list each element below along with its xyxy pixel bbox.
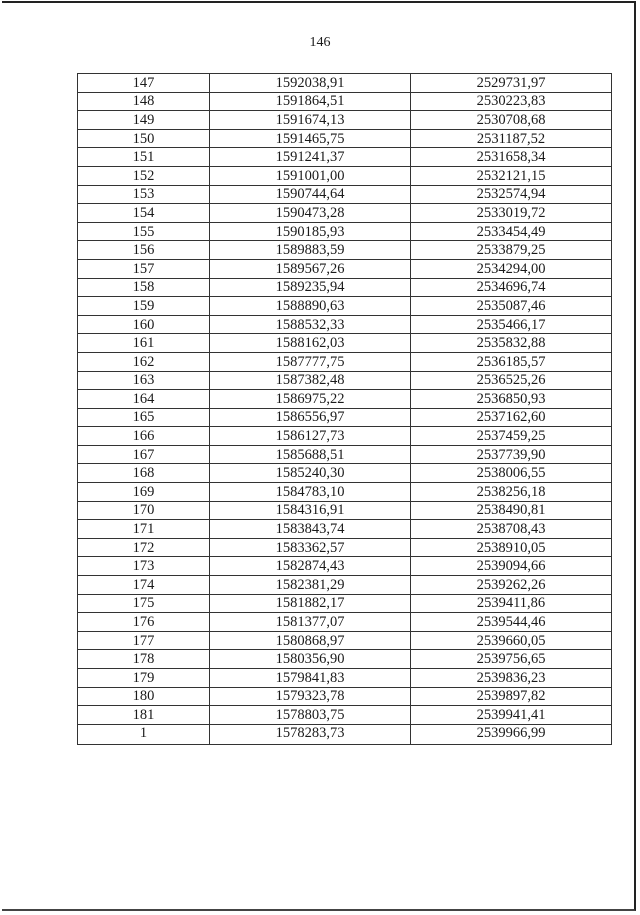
y-coordinate-cell: 2537459,25: [411, 427, 612, 446]
x-coordinate-cell: 1579841,83: [210, 669, 411, 688]
x-coordinate-cell: 1583362,57: [210, 538, 411, 557]
point-number-cell: 160: [78, 315, 210, 334]
y-coordinate-cell: 2539836,23: [411, 669, 612, 688]
x-coordinate-cell: 1589235,94: [210, 278, 411, 297]
x-coordinate-cell: 1590473,28: [210, 204, 411, 223]
point-number-cell: 178: [78, 650, 210, 669]
point-number-cell: 164: [78, 390, 210, 409]
x-coordinate-cell: 1589567,26: [210, 259, 411, 278]
table-row: [78, 464, 612, 483]
point-number-cell: 173: [78, 557, 210, 576]
point-number-cell: 159: [78, 297, 210, 316]
y-coordinate-cell: 2534696,74: [411, 278, 612, 297]
x-coordinate-cell: 1591241,37: [210, 148, 411, 167]
table-row: [78, 557, 612, 576]
table-row: [78, 706, 612, 725]
table-row: [78, 278, 612, 297]
y-coordinate-cell: 2530708,68: [411, 111, 612, 130]
y-coordinate-cell: 2533454,49: [411, 222, 612, 241]
point-number-cell: 169: [78, 483, 210, 502]
y-coordinate-cell: 2538256,18: [411, 483, 612, 502]
point-number-cell: 180: [78, 687, 210, 706]
point-number-cell: 148: [78, 92, 210, 111]
y-coordinate-cell: 2532574,94: [411, 185, 612, 204]
y-coordinate-cell: 2539411,86: [411, 594, 612, 613]
point-number-cell: 158: [78, 278, 210, 297]
table-row: [78, 166, 612, 185]
table-row: [78, 687, 612, 706]
y-coordinate-cell: 2539544,46: [411, 613, 612, 632]
y-coordinate-cell: 2531658,34: [411, 148, 612, 167]
table-row: [78, 148, 612, 167]
table-row: [78, 483, 612, 502]
table-row: [78, 74, 612, 93]
x-coordinate-cell: 1581377,07: [210, 613, 411, 632]
point-number-cell: 175: [78, 594, 210, 613]
y-coordinate-cell: 2533019,72: [411, 204, 612, 223]
x-coordinate-cell: 1588162,03: [210, 334, 411, 353]
y-coordinate-cell: 2535832,88: [411, 334, 612, 353]
x-coordinate-cell: 1591674,13: [210, 111, 411, 130]
x-coordinate-cell: 1579323,78: [210, 687, 411, 706]
y-coordinate-cell: 2539660,05: [411, 631, 612, 650]
y-coordinate-cell: 2533879,25: [411, 241, 612, 260]
table-row: [78, 129, 612, 148]
point-number-cell: 150: [78, 129, 210, 148]
y-coordinate-cell: 2538490,81: [411, 501, 612, 520]
table-row: [78, 427, 612, 446]
coordinates-table: [77, 73, 612, 745]
table-row: [78, 390, 612, 409]
y-coordinate-cell: 2538006,55: [411, 464, 612, 483]
y-coordinate-cell: 2539941,41: [411, 706, 612, 725]
table-row: [78, 352, 612, 371]
table-row: [78, 724, 612, 744]
x-coordinate-cell: 1581882,17: [210, 594, 411, 613]
y-coordinate-cell: 2535466,17: [411, 315, 612, 334]
table-row: [78, 204, 612, 223]
x-coordinate-cell: 1591001,00: [210, 166, 411, 185]
table-row: [78, 445, 612, 464]
x-coordinate-cell: 1592038,91: [210, 74, 411, 93]
point-number-cell: 172: [78, 538, 210, 557]
point-number-cell: 155: [78, 222, 210, 241]
table-row: [78, 501, 612, 520]
point-number-cell: 168: [78, 464, 210, 483]
table-row: [78, 111, 612, 130]
point-number-cell: 176: [78, 613, 210, 632]
coordinates-table-body: [78, 74, 612, 745]
point-number-cell: 147: [78, 74, 210, 93]
point-number-cell: 161: [78, 334, 210, 353]
point-number-cell: 171: [78, 520, 210, 539]
point-number-cell: 154: [78, 204, 210, 223]
point-number-cell: 166: [78, 427, 210, 446]
table-row: [78, 538, 612, 557]
table-row: [78, 408, 612, 427]
point-number-cell: 167: [78, 445, 210, 464]
point-number-cell: 163: [78, 371, 210, 390]
point-number-cell: 179: [78, 669, 210, 688]
point-number-cell: 153: [78, 185, 210, 204]
x-coordinate-cell: 1584783,10: [210, 483, 411, 502]
y-coordinate-cell: 2532121,15: [411, 166, 612, 185]
table-row: [78, 185, 612, 204]
table-row: [78, 92, 612, 111]
y-coordinate-cell: 2536525,26: [411, 371, 612, 390]
table-row: [78, 297, 612, 316]
point-number-cell: 162: [78, 352, 210, 371]
y-coordinate-cell: 2539094,66: [411, 557, 612, 576]
x-coordinate-cell: 1583843,74: [210, 520, 411, 539]
x-coordinate-cell: 1582381,29: [210, 576, 411, 595]
y-coordinate-cell: 2535087,46: [411, 297, 612, 316]
point-number-cell: 177: [78, 631, 210, 650]
x-coordinate-cell: 1588532,33: [210, 315, 411, 334]
point-number-cell: 170: [78, 501, 210, 520]
y-coordinate-cell: 2539966,99: [411, 724, 612, 744]
y-coordinate-cell: 2538708,43: [411, 520, 612, 539]
x-coordinate-cell: 1586975,22: [210, 390, 411, 409]
y-coordinate-cell: 2536850,93: [411, 390, 612, 409]
x-coordinate-cell: 1586127,73: [210, 427, 411, 446]
table-row: [78, 259, 612, 278]
point-number-cell: 152: [78, 166, 210, 185]
table-row: [78, 631, 612, 650]
y-coordinate-cell: 2538910,05: [411, 538, 612, 557]
x-coordinate-cell: 1590744,64: [210, 185, 411, 204]
point-number-cell: 165: [78, 408, 210, 427]
x-coordinate-cell: 1590185,93: [210, 222, 411, 241]
x-coordinate-cell: 1587382,48: [210, 371, 411, 390]
y-coordinate-cell: 2531187,52: [411, 129, 612, 148]
x-coordinate-cell: 1587777,75: [210, 352, 411, 371]
table-row: [78, 576, 612, 595]
x-coordinate-cell: 1582874,43: [210, 557, 411, 576]
table-row: [78, 594, 612, 613]
y-coordinate-cell: 2530223,83: [411, 92, 612, 111]
table-row: [78, 315, 612, 334]
point-number-cell: 181: [78, 706, 210, 725]
y-coordinate-cell: 2529731,97: [411, 74, 612, 93]
point-number-cell: 149: [78, 111, 210, 130]
point-number-cell: 174: [78, 576, 210, 595]
point-number-cell: 1: [78, 724, 210, 744]
point-number-cell: 151: [78, 148, 210, 167]
x-coordinate-cell: 1591864,51: [210, 92, 411, 111]
table-row: [78, 222, 612, 241]
x-coordinate-cell: 1585688,51: [210, 445, 411, 464]
y-coordinate-cell: 2537739,90: [411, 445, 612, 464]
x-coordinate-cell: 1591465,75: [210, 129, 411, 148]
x-coordinate-cell: 1588890,63: [210, 297, 411, 316]
x-coordinate-cell: 1580356,90: [210, 650, 411, 669]
x-coordinate-cell: 1585240,30: [210, 464, 411, 483]
table-row: [78, 241, 612, 260]
table-row: [78, 669, 612, 688]
page-number: 146: [309, 35, 331, 50]
table-row: [78, 650, 612, 669]
table-row: [78, 334, 612, 353]
point-number-cell: 157: [78, 259, 210, 278]
x-coordinate-cell: 1584316,91: [210, 501, 411, 520]
y-coordinate-cell: 2539262,26: [411, 576, 612, 595]
x-coordinate-cell: 1580868,97: [210, 631, 411, 650]
x-coordinate-cell: 1578803,75: [210, 706, 411, 725]
y-coordinate-cell: 2536185,57: [411, 352, 612, 371]
x-coordinate-cell: 1589883,59: [210, 241, 411, 260]
y-coordinate-cell: 2539897,82: [411, 687, 612, 706]
table-row: [78, 520, 612, 539]
y-coordinate-cell: 2537162,60: [411, 408, 612, 427]
x-coordinate-cell: 1586556,97: [210, 408, 411, 427]
y-coordinate-cell: 2534294,00: [411, 259, 612, 278]
table-row: [78, 613, 612, 632]
x-coordinate-cell: 1578283,73: [210, 724, 411, 744]
point-number-cell: 156: [78, 241, 210, 260]
y-coordinate-cell: 2539756,65: [411, 650, 612, 669]
table-row: [78, 371, 612, 390]
